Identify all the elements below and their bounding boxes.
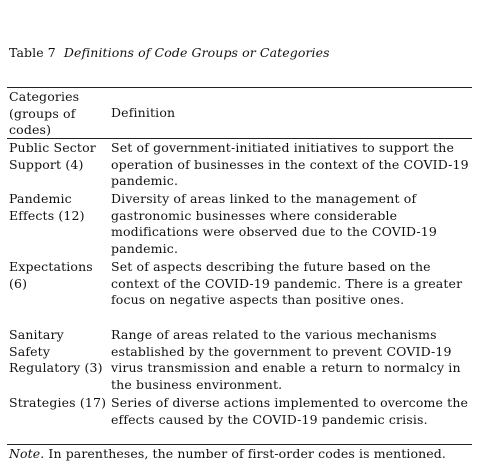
definition-cell: Range of areas related to the various mechanisms established by the government to prevent COVID-19 virus transmission and enable a return to normalcy in the business environment. — [111, 327, 461, 392]
table-title: Definitions of Code Groups or Categories — [63, 45, 330, 60]
category-cell: Public Sector Support (4) — [9, 140, 96, 172]
definition-cell: Diversity of areas linked to the management of gastronomic businesses where considerable modifications were observed due to the COVID-19 pandemic. — [111, 191, 438, 256]
header-definition: Definition — [111, 105, 176, 120]
table-header-row — [9, 88, 471, 138]
note-text: In parentheses, the number of first-order codes is mentioned. — [44, 446, 446, 461]
header-categories: Categories (groups of codes) — [9, 89, 80, 137]
category-cell: Strategies (17) — [9, 395, 107, 410]
category-cell: Pandemic Effects (12) — [9, 191, 85, 223]
table-caption — [9, 45, 330, 60]
definition-cell: Set of government-initiated initiatives to support the operation of businesses in the context of the COVID-19 pandemic. — [111, 140, 469, 188]
definition-cell: Set of aspects describing the future based on the context of the COVID-19 pandemic. There is a greater focus on negative aspects than positive ones. — [111, 259, 463, 307]
table-number: Table 7 — [9, 45, 56, 60]
note-label: Note. — [9, 446, 45, 461]
category-cell: Expectations (6) — [9, 259, 93, 291]
category-cell: Sanitary Safety Regulatory (3) — [9, 327, 103, 375]
table-note — [9, 446, 446, 463]
definition-cell: Series of diverse actions implemented to overcome the effects caused by the COVID-19 pandemic crisis. — [111, 395, 469, 427]
table-bottom-rule — [7, 444, 472, 445]
